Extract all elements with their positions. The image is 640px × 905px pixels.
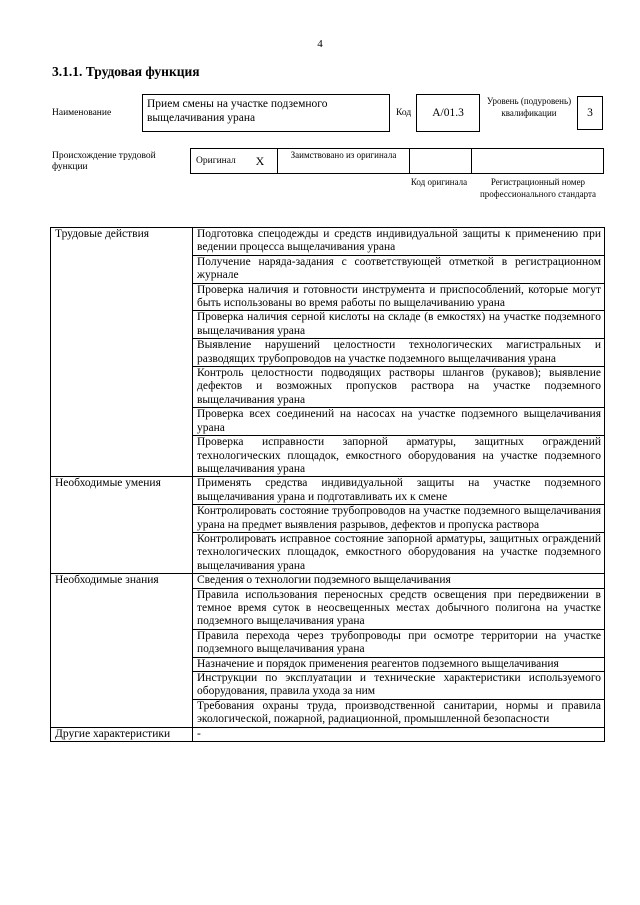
code-original-cell [409,149,471,173]
qualification-level-label: Уровень (подуровень) квалификации [486,96,572,118]
item-cell: Проверка наличия серной кислоты на складе (в емкостях) на участке подземного выщелачивания урана [193,311,605,339]
item-cell: Правила использования переносных средств освещения при передвижении в темное время суток в неосвещенных местах добычного полигона на участке подземного выщелачивания урана [193,588,605,629]
item-cell: Контролировать исправное состояние запорной арматуры, защитных ограждений технологических площадок, емкостного оборудования на участке подземного выщелачивания урана [193,532,605,573]
item-cell: Проверка наличия и готовности инструмента и приспособлений, которые могут быть использованы во время работы по выщелачиванию урана [193,283,605,311]
section-title: 3.1.1. Трудовая функция [52,64,200,79]
original-mark: X [255,153,265,168]
category-cell: Трудовые действия [51,228,193,477]
item-cell: Применять средства индивидуальной защиты на участке подземного выщелачивания урана и подготавливать их к смене [193,477,605,505]
page-number: 4 [317,38,323,50]
borrowed-label: Заимствовано из оригинала [277,149,409,173]
table-row [51,574,605,588]
item-cell: - [193,727,605,741]
function-code-box: A/01.3 [416,94,480,132]
item-cell: Подготовка спецодежды и средств индивидуальной защиты к применению при ведении процесса выщелачивания урана [193,228,605,256]
table-row [51,228,605,256]
item-cell: Проверка исправности запорной арматуры, защитных ограждений технологических площадок, емкостного оборудования на участке подземного выщелачивания урана [193,436,605,477]
reg-number-cell [471,149,603,173]
item-cell: Правила перехода через трубопроводы при осмотре территории на участке подземного выщелачивания урана [193,629,605,657]
item-cell: Требования охраны труда, производственной санитарии, нормы и правила экологической, пожарной, радиационной, промышленной безопасности [193,699,605,727]
category-cell: Необходимые знания [51,574,193,727]
function-details-table [50,227,605,742]
function-name-box: Прием смены на участке подземного выщелачивания урана [142,94,390,132]
item-cell: Контролировать состояние трубопроводов на участке подземного выщелачивания урана на предмет выявления разрывов, дефектов и пропуска раствора [193,505,605,533]
table-row [51,727,605,741]
category-cell: Необходимые умения [51,477,193,574]
reg-number-label: Регистрационный номер профессионального стандарта [479,177,597,199]
item-cell: Назначение и порядок применения реагентов подземного выщелачивания [193,657,605,671]
code-original-label: Код оригинала [410,177,468,187]
item-cell: Проверка всех соединений на насосах на участке подземного выщелачивания урана [193,408,605,436]
qualification-level-box: 3 [577,96,603,130]
code-label: Код [396,108,412,118]
item-cell: Инструкции по эксплуатации и технические характеристики используемого оборудования, правила ухода за ним [193,672,605,700]
table-row [51,477,605,505]
name-label: Наименование [52,108,112,118]
origin-row [190,148,604,174]
item-cell: Контроль целостности подводящих растворы шлангов (рукавов); выявление дефектов и возможных пропусков раствора на участке подземного выщелачивания урана [193,367,605,408]
origin-label: Происхождение трудовой функции [52,151,156,172]
category-cell: Другие характеристики [51,727,193,741]
original-label: Оригинал [196,156,236,166]
item-cell: Сведения о технологии подземного выщелачивания [193,574,605,588]
item-cell: Выявление нарушений целостности технологических магистральных и разводящих трубопроводов на участке подземного выщелачивания урана [193,339,605,367]
item-cell: Получение наряда-задания с соответствующей отметкой в регистрационном журнале [193,255,605,283]
